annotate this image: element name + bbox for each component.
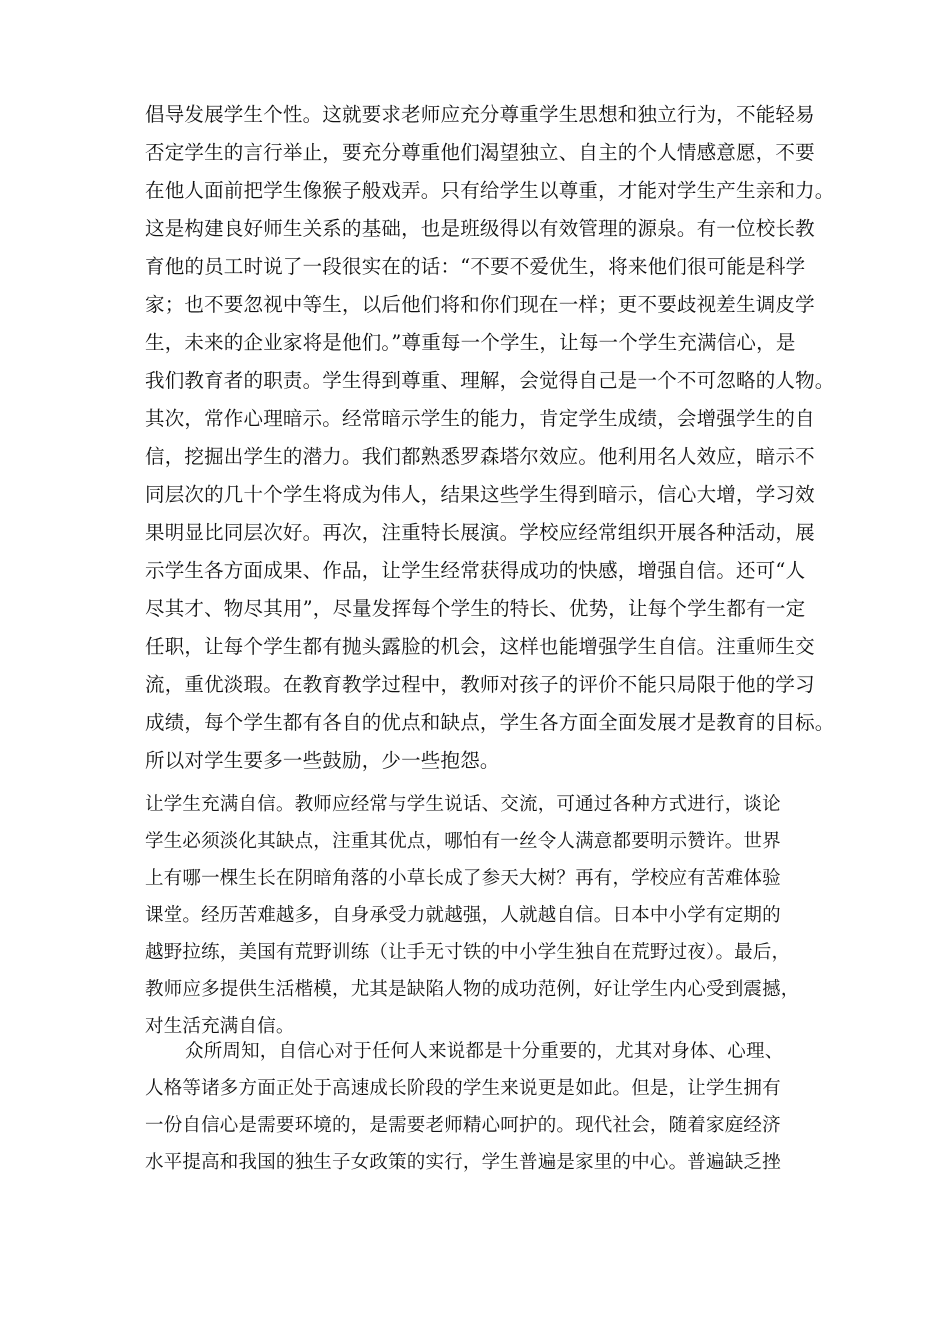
text-line: 所以对学生要多一些鼓励，少一些抱怨。 xyxy=(145,749,500,772)
text-line: 示学生各方面成果、作品，让学生经常获得成功的快感，增强自信。还可“人 xyxy=(145,559,806,582)
text-line: 任职，让每个学生都有抛头露脸的机会，这样也能增强学生自信。注重师生交 xyxy=(145,635,815,658)
text-line: 流，重优淡瑕。在教育教学过程中，教师对孩子的评价不能只局限于他的学习 xyxy=(145,673,815,696)
text-line: 我们教育者的职责。学生得到尊重、理解，会觉得自己是一个不可忽略的人物。 xyxy=(145,369,835,392)
text-line: 学生必须淡化其缺点，注重其优点，哪怕有一丝令人满意都要明示赞许。世界 xyxy=(145,831,781,852)
text-line: 果明显比同层次好。再次，注重特长展演。学校应经常组织开展各种活动，展 xyxy=(145,521,815,544)
text-line: 信，挖掘出学生的潜力。我们都熟悉罗森塔尔效应。他利用名人效应，暗示不 xyxy=(145,445,815,468)
text-line: 否定学生的言行举止，要充分尊重他们渴望独立、自主的个人情感意愿，不要 xyxy=(145,141,815,164)
paragraph-build-confidence xyxy=(145,786,825,1045)
text-line: 这是构建良好师生关系的基础，也是班级得以有效管理的源泉。有一位校长教 xyxy=(145,217,815,240)
text-line: 在他人面前把学生像猴子般戏弄。只有给学生以尊重，才能对学生产生亲和力。 xyxy=(145,179,835,202)
text-line: 尽其才、物尽其用”，尽量发挥每个学生的特长、优势，让每个学生都有一定 xyxy=(145,597,806,620)
text-line: 其次，常作心理暗示。经常暗示学生的能力，肯定学生成绩，会增强学生的自 xyxy=(145,407,815,430)
paragraph-self-confidence-importance xyxy=(145,1033,825,1181)
text-line: 教师应多提供生活楷模，尤其是缺陷人物的成功范例，好让学生内心受到震撼， xyxy=(145,979,800,1000)
text-line: 越野拉练，美国有荒野训练（让手无寸铁的中小学生独自在荒野过夜）。最后， xyxy=(145,942,791,963)
text-line: 人格等诸多方面正处于高速成长阶段的学生来说更是如此。但是，让学生拥有 xyxy=(145,1078,781,1099)
text-line: 让学生充满自信。教师应经常与学生说话、交流，可通过各种方式进行，谈论 xyxy=(145,794,781,815)
text-line: 上有哪一棵生长在阴暗角落的小草长成了参天大树？再有，学校应有苦难体验 xyxy=(145,868,781,889)
text-line: 同层次的几十个学生将成为伟人，结果这些学生得到暗示，信心大增，学习效 xyxy=(145,483,815,506)
text-line: 倡导发展学生个性。这就要求老师应充分尊重学生思想和独立行为，不能轻易 xyxy=(145,103,815,126)
text-line: 对生活充满自信。 xyxy=(145,1016,295,1037)
text-line: 水平提高和我国的独生子女政策的实行，学生普遍是家里的中心。普遍缺乏挫 xyxy=(145,1152,781,1173)
text-line: 一份自信心是需要环境的，是需要老师精心呵护的。现代社会，随着家庭经济 xyxy=(145,1115,781,1136)
text-line: 成绩，每个学生都有各自的优点和缺点，学生各方面全面发展才是教育的目标。 xyxy=(145,711,835,734)
text-line: 课堂。经历苦难越多，自身承受力就越强，人就越自信。日本中小学有定期的 xyxy=(145,905,781,926)
text-line: 家；也不要忽视中等生，以后他们将和你们现在一样；更不要歧视差生调皮学 xyxy=(145,293,815,316)
text-line: 育他的员工时说了一段很实在的话：“不要不爱优生，将来他们很可能是科学 xyxy=(145,255,806,278)
text-line: 众所周知，自信心对于任何人来说都是十分重要的，尤其对身体、心理、 xyxy=(185,1041,784,1062)
text-line: 生，未来的企业家将是他们。”尊重每一个学生，让每一个学生充满信心，是 xyxy=(145,331,796,354)
paragraph-respect-students xyxy=(145,96,835,780)
